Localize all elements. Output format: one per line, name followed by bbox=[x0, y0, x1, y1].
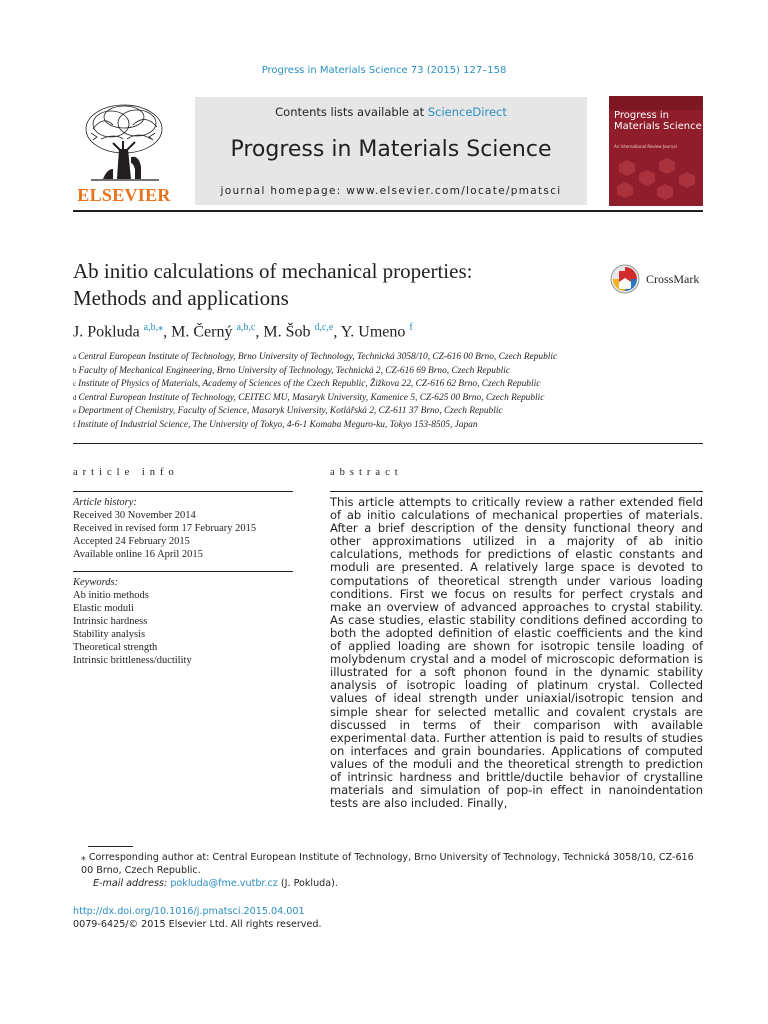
email-link[interactable]: pokluda@fme.vutbr.cz bbox=[170, 878, 278, 889]
contents-line bbox=[195, 105, 587, 119]
footnote-rule bbox=[88, 846, 133, 847]
keyword-item: Elastic moduli bbox=[73, 603, 134, 614]
cover-title-line-1: Progress in bbox=[614, 110, 669, 121]
affiliation-item bbox=[73, 392, 713, 406]
footnote-text: Corresponding author at: Central European Institute of Technology, Brno University of Technology, Technická 3058/10, CZ-616 00 Brno, Czech Republic. bbox=[81, 852, 694, 876]
keyword-items bbox=[73, 589, 192, 667]
author-name: M. Černý bbox=[171, 323, 237, 341]
keywords-heading: Keywords: bbox=[73, 577, 119, 588]
history-item: Accepted 24 February 2015 bbox=[73, 536, 190, 547]
affiliation-text: Central European Institute of Technology, Brno University of Technology, Technická 3058/10, CZ-616 00 Brno, Czech Republic bbox=[78, 352, 558, 362]
doi-link[interactable]: http://dx.doi.org/10.1016/j.pmatsci.2015.04.001 bbox=[73, 906, 305, 917]
history-item: Received in revised form 17 February 2015 bbox=[73, 523, 257, 534]
affiliation-item bbox=[73, 365, 713, 379]
paper-title-line-2: Methods and applications bbox=[73, 286, 289, 310]
journal-title: Progress in Materials Science bbox=[230, 137, 552, 162]
affiliation-text: Central European Institute of Technology, CEITEC MU, Masaryk University, Kamenice 5, CZ-625 00 Brno, Czech Republic bbox=[78, 392, 545, 403]
abstract-heading: abstract bbox=[330, 467, 403, 478]
cover-title bbox=[614, 110, 702, 132]
keywords-rule bbox=[73, 571, 293, 572]
article-history-heading: Article history: bbox=[73, 497, 137, 508]
journal-banner bbox=[195, 97, 587, 205]
email-label: E-mail address: bbox=[93, 878, 171, 889]
cover-subtitle: An International Review Journal bbox=[614, 144, 677, 149]
affiliation-mark: d bbox=[73, 393, 77, 402]
affiliation-text: Department of Chemistry, Faculty of Science, Masaryk University, Kotlářská 2, CZ-611 37 Brno, Czech Republic bbox=[78, 406, 503, 416]
affiliation-text: Institute of Industrial Science, The University of Tokyo, 4-6-1 Komaba Meguro-ku, Tokyo 153-8505, Japan bbox=[77, 419, 478, 430]
affiliation-mark: e bbox=[73, 407, 77, 415]
author-affiliation-marks[interactable]: f bbox=[409, 322, 413, 333]
article-history-items bbox=[73, 509, 256, 561]
affiliation-mark: a bbox=[73, 353, 77, 361]
contents-prefix: Contents lists available at bbox=[275, 105, 428, 119]
affiliation-item bbox=[73, 405, 713, 419]
abstract-rule bbox=[330, 491, 703, 492]
author-name: J. Pokluda bbox=[73, 323, 144, 341]
affiliation-mark: f bbox=[73, 420, 76, 429]
elsevier-tree-icon bbox=[81, 99, 167, 185]
section-rule bbox=[73, 443, 703, 444]
affiliation-item bbox=[73, 378, 713, 392]
keyword-item: Ab initio methods bbox=[73, 590, 149, 601]
affiliation-item bbox=[73, 419, 713, 433]
author-affiliation-marks[interactable]: a,b,⁎ bbox=[143, 322, 164, 333]
paper-title bbox=[73, 258, 593, 312]
author-name: M. Šob bbox=[263, 323, 315, 341]
journal-reference-link[interactable]: Progress in Materials Science 73 (2015) 127–158 bbox=[261, 65, 507, 76]
corresponding-author-footnote bbox=[73, 851, 703, 890]
keyword-item: Stability analysis bbox=[73, 629, 146, 640]
affiliation-item bbox=[73, 351, 713, 365]
author-name: Y. Umeno bbox=[340, 323, 410, 341]
author-separator: , bbox=[163, 323, 172, 341]
author-separator: , bbox=[333, 323, 341, 341]
keyword-item: Theoretical strength bbox=[73, 642, 158, 653]
keywords bbox=[73, 576, 192, 667]
affiliation-mark: c bbox=[73, 380, 77, 388]
email-suffix: (J. Pokluda). bbox=[277, 878, 338, 889]
footnote-star: ⁎ bbox=[81, 852, 86, 863]
copyright: 0079-6425/© 2015 Elsevier Ltd. All rights reserved. bbox=[73, 919, 322, 930]
affiliation-text: Faculty of Mechanical Engineering, Brno University of Technology, Technická 2, CZ-616 69 Brno, Czech Republic bbox=[78, 365, 511, 376]
affiliations bbox=[73, 351, 713, 432]
affiliation-mark: b bbox=[73, 366, 77, 375]
article-history bbox=[73, 496, 256, 561]
author-separator: , bbox=[255, 323, 264, 341]
history-item: Received 30 November 2014 bbox=[73, 510, 196, 521]
cover-title-line-2: Materials Science bbox=[614, 121, 702, 132]
author-affiliation-marks[interactable]: a,b,c bbox=[236, 322, 256, 333]
keyword-item: Intrinsic hardness bbox=[73, 616, 148, 627]
header-rule bbox=[73, 210, 703, 212]
crossmark-button[interactable] bbox=[610, 264, 704, 296]
cover-hexagon-pattern bbox=[609, 156, 703, 206]
abstract-text: This article attempts to critically review a rather extended field of ab initio calculations of mechanical properties of materials. After a brief description of the density functional theory and other approximations utilized in a majority of ab initio calculations, methods for predictions of elastic constants and moduli are presented. A relatively large space is devoted to computations of theoretical strength under various loading conditions. First we focus on results for perfect crystals and make an overview of advanced approaches to crystal stability. As case studies, elastic stability conditions defined according to both the adopted definition of elastic coefficients and the kind of applied loading are shown for isotropic tensile loading of molybdenum crystal and a model of microscopic deformation is illustrated for a soft phonon found in the dynamic stability analysis of isotropic loading of platinum crystal. Collected values of ideal strength under uniaxial/isotropic tension and simple shear for selected metallic and covalent crystals are discussed in terms of their comparison with available experimental data. Further attention is paid to results of studies on interfaces and grain boundaries. Applications of computed values of the moduli and the theoretical strength to prediction of intrinsic hardness and brittle/ductile behavior of crystalline materials and simulation of pop-in effect in nanoindentation tests are also included. Finally, bbox=[330, 495, 703, 811]
journal-homepage[interactable]: journal homepage: www.elsevier.com/locate/pmatsci bbox=[220, 185, 562, 197]
history-item: Available online 16 April 2015 bbox=[73, 549, 203, 560]
sciencedirect-link[interactable]: ScienceDirect bbox=[427, 105, 507, 119]
affiliation-text: Institute of Physics of Materials, Academy of Sciences of the Czech Republic, Žižkova 22, CZ-616 62 Brno, Czech Republic bbox=[78, 379, 541, 389]
keyword-item: Intrinsic brittleness/ductility bbox=[73, 655, 192, 666]
paper-title-line-1: Ab initio calculations of mechanical properties: bbox=[73, 259, 473, 283]
journal-cover-image bbox=[609, 96, 703, 206]
author-list bbox=[73, 322, 413, 341]
elsevier-logo bbox=[73, 97, 175, 207]
article-info-heading: article info bbox=[73, 467, 179, 478]
crossmark-icon bbox=[610, 264, 640, 294]
author-affiliation-marks[interactable]: d,c,e bbox=[314, 322, 334, 333]
elsevier-wordmark: ELSEVIER bbox=[77, 185, 171, 205]
article-info-rule bbox=[73, 491, 293, 492]
crossmark-label: CrossMark bbox=[646, 272, 700, 286]
